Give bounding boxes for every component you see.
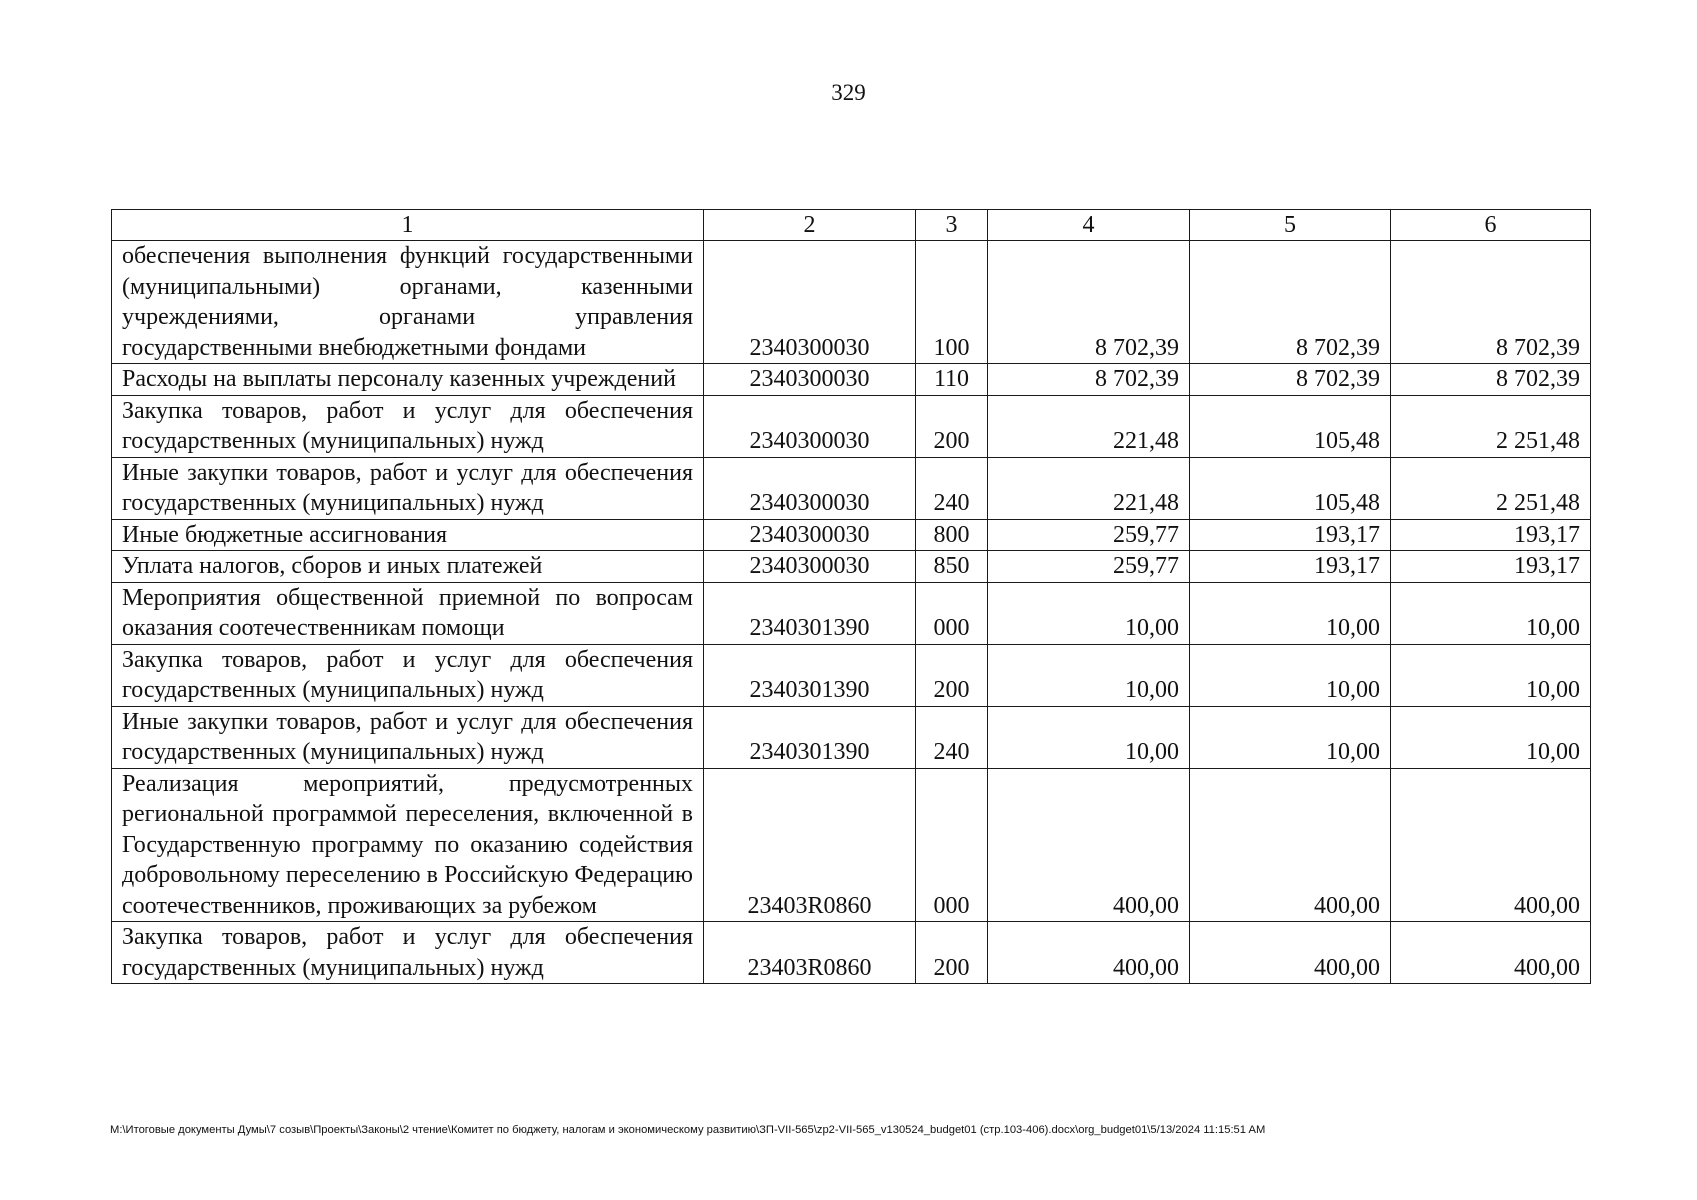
row-expense-type: 240: [916, 457, 988, 519]
row-value-5: 10,00: [1190, 644, 1391, 706]
document-path-footer: M:\Итоговые документы Думы\7 созыв\Проекты\Законы\2 чтение\Комитет по бюджету, налогам и экономическому развитию\ЗП-VII-565\zp2-VII-565_v130524_budget01 (стр.103-406).docx\org_budget01\5/13/2024 11:15:51 AM: [110, 1124, 1266, 1136]
row-expense-type: 000: [916, 582, 988, 644]
table-row: [112, 364, 1591, 396]
row-name: Иные закупки товаров, работ и услуг для обеспечения государственных (муниципальных) нужд: [112, 706, 704, 768]
row-value-6: 2 251,48: [1391, 395, 1591, 457]
table-row: [112, 768, 1591, 922]
budget-table: [111, 209, 1591, 984]
row-value-4: 400,00: [988, 922, 1190, 984]
row-expense-type: 800: [916, 519, 988, 551]
row-value-4: 10,00: [988, 582, 1190, 644]
row-value-4: 221,48: [988, 457, 1190, 519]
row-code: 23403R0860: [704, 768, 916, 922]
column-header: 6: [1391, 210, 1591, 241]
row-value-5: 10,00: [1190, 582, 1391, 644]
row-name: Иные бюджетные ассигнования: [112, 519, 704, 551]
table-row: [112, 644, 1591, 706]
row-expense-type: 240: [916, 706, 988, 768]
row-value-5: 8 702,39: [1190, 364, 1391, 396]
row-expense-type: 850: [916, 551, 988, 583]
table-row: [112, 395, 1591, 457]
row-code: 2340301390: [704, 582, 916, 644]
table-row: [112, 519, 1591, 551]
row-value-4: 10,00: [988, 644, 1190, 706]
row-expense-type: 100: [916, 241, 988, 364]
row-code: 2340301390: [704, 706, 916, 768]
row-value-5: 105,48: [1190, 395, 1391, 457]
column-header: 4: [988, 210, 1190, 241]
row-value-5: 10,00: [1190, 706, 1391, 768]
row-expense-type: 200: [916, 922, 988, 984]
row-name: Закупка товаров, работ и услуг для обеспечения государственных (муниципальных) нужд: [112, 644, 704, 706]
row-value-5: 105,48: [1190, 457, 1391, 519]
column-header: 5: [1190, 210, 1391, 241]
table-row: [112, 922, 1591, 984]
table-row: [112, 551, 1591, 583]
row-code: 2340300030: [704, 457, 916, 519]
row-expense-type: 200: [916, 395, 988, 457]
row-code: 2340300030: [704, 395, 916, 457]
row-value-4: 221,48: [988, 395, 1190, 457]
row-value-5: 400,00: [1190, 922, 1391, 984]
row-value-6: 8 702,39: [1391, 364, 1591, 396]
table-header-row: [112, 210, 1591, 241]
row-code: 23403R0860: [704, 922, 916, 984]
row-value-5: 193,17: [1190, 551, 1391, 583]
row-name: Закупка товаров, работ и услуг для обеспечения государственных (муниципальных) нужд: [112, 395, 704, 457]
row-expense-type: 110: [916, 364, 988, 396]
row-value-6: 400,00: [1391, 922, 1591, 984]
row-name: Уплата налогов, сборов и иных платежей: [112, 551, 704, 583]
row-value-6: 10,00: [1391, 582, 1591, 644]
row-name: Иные закупки товаров, работ и услуг для обеспечения государственных (муниципальных) нужд: [112, 457, 704, 519]
row-value-4: 400,00: [988, 768, 1190, 922]
row-code: 2340300030: [704, 519, 916, 551]
column-header: 3: [916, 210, 988, 241]
column-header: 1: [112, 210, 704, 241]
table-row: [112, 706, 1591, 768]
row-code: 2340300030: [704, 241, 916, 364]
row-value-6: 400,00: [1391, 768, 1591, 922]
row-name: Расходы на выплаты персоналу казенных учреждений: [112, 364, 704, 396]
row-name: Закупка товаров, работ и услуг для обеспечения государственных (муниципальных) нужд: [112, 922, 704, 984]
table-row: [112, 582, 1591, 644]
row-code: 2340300030: [704, 551, 916, 583]
row-value-6: 8 702,39: [1391, 241, 1591, 364]
row-value-4: 8 702,39: [988, 241, 1190, 364]
row-value-6: 10,00: [1391, 644, 1591, 706]
row-value-5: 8 702,39: [1190, 241, 1391, 364]
table-row: [112, 457, 1591, 519]
row-value-4: 8 702,39: [988, 364, 1190, 396]
row-code: 2340300030: [704, 364, 916, 396]
row-expense-type: 200: [916, 644, 988, 706]
row-value-6: 2 251,48: [1391, 457, 1591, 519]
row-value-5: 193,17: [1190, 519, 1391, 551]
row-value-5: 400,00: [1190, 768, 1391, 922]
row-name: Реализация мероприятий, предусмотренных региональной программой переселения, включенной в Государственную программу по оказанию содействия добровольному переселению в Российскую Федерацию соотечественников, проживающих за рубежом: [112, 768, 704, 922]
row-value-6: 10,00: [1391, 706, 1591, 768]
row-value-6: 193,17: [1391, 519, 1591, 551]
row-value-4: 10,00: [988, 706, 1190, 768]
column-header: 2: [704, 210, 916, 241]
row-code: 2340301390: [704, 644, 916, 706]
row-value-4: 259,77: [988, 551, 1190, 583]
row-name: Мероприятия общественной приемной по вопросам оказания соотечественникам помощи: [112, 582, 704, 644]
row-value-6: 193,17: [1391, 551, 1591, 583]
row-expense-type: 000: [916, 768, 988, 922]
row-name: обеспечения выполнения функций государственными (муниципальными) органами, казенными учреждениями, органами управления государственными внебюджетными фондами: [112, 241, 704, 364]
row-value-4: 259,77: [988, 519, 1190, 551]
page-number: 329: [831, 80, 866, 105]
table-row: [112, 241, 1591, 364]
